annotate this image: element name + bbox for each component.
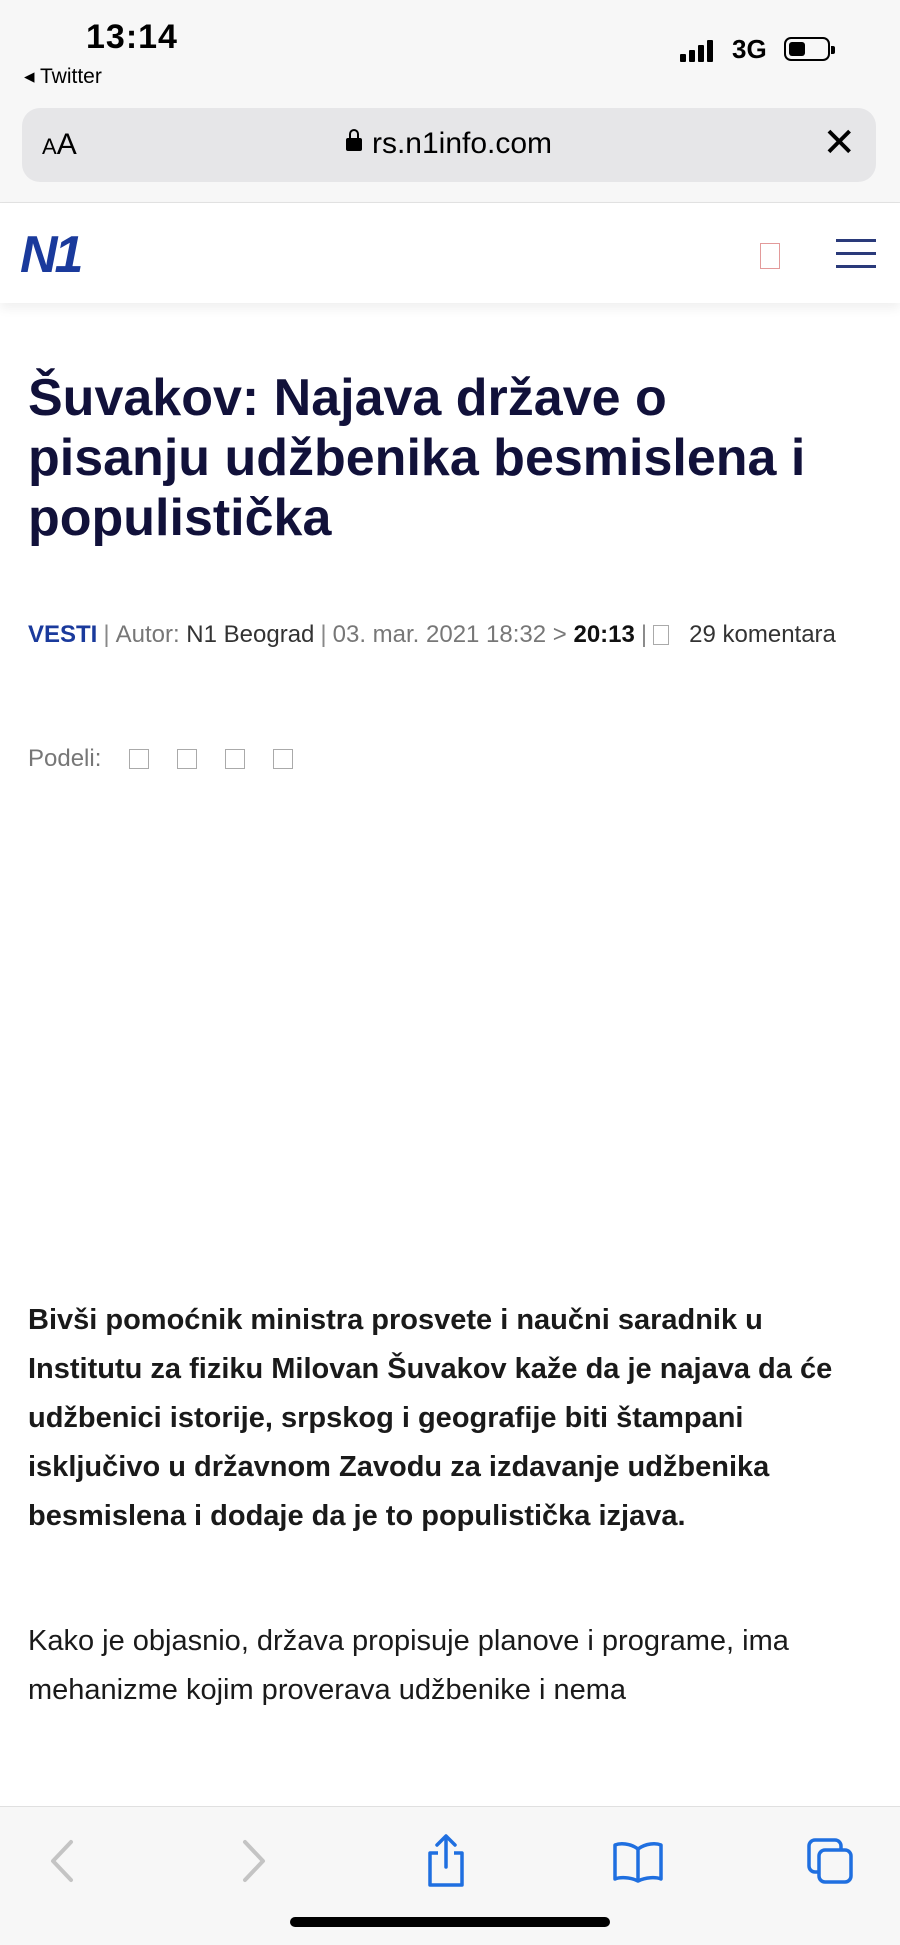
status-time: 13:14 <box>86 18 178 56</box>
article-paragraph: Kako je objasnio, država propisuje planove i programe, ima mehanizme kojim proverava udžbenike i nema <box>28 1625 789 1706</box>
text-size-button[interactable]: AA <box>42 128 77 161</box>
battery-icon <box>784 37 830 61</box>
forward-icon[interactable] <box>224 1831 284 1891</box>
back-to-twitter-link[interactable]: ◂ Twitter <box>24 65 102 88</box>
share-facebook-icon[interactable] <box>129 749 149 769</box>
status-bar <box>0 0 900 100</box>
author-label: Autor: <box>115 621 180 648</box>
bookmarks-icon[interactable] <box>608 1831 668 1891</box>
comments-label[interactable]: komentara <box>722 621 836 648</box>
browser-address-area <box>0 100 900 203</box>
bookmark-icon[interactable] <box>760 243 780 269</box>
network-type: 3G <box>732 34 767 64</box>
menu-icon[interactable] <box>836 239 876 269</box>
home-indicator[interactable] <box>290 1917 610 1927</box>
lock-icon <box>346 138 362 151</box>
url-text: rs.n1info.com <box>371 127 553 160</box>
url-display[interactable] <box>22 127 876 161</box>
signal-icon <box>680 38 713 62</box>
share-label: Podeli: <box>28 745 102 772</box>
n1-logo[interactable]: N1 <box>20 226 81 284</box>
share-viber-icon[interactable] <box>273 749 293 769</box>
article-lead: Bivši pomoćnik ministra prosvete i naučni saradnik u Institutu za fiziku Milovan Šuvakov kaže da je najava da će udžbenici istorije, srpskog i geografije biti štampani isključivo u državnom Zavodu za izdavanje udžbenika besmislena i dodaje da je to populistička izjava. <box>28 1304 833 1532</box>
author-name[interactable]: N1 Beograd <box>186 621 315 648</box>
share-row <box>28 745 293 773</box>
close-icon[interactable]: ✕ <box>822 121 856 165</box>
publish-date: 03. mar. 2021 18:32 > <box>332 621 567 648</box>
share-twitter-icon[interactable] <box>177 749 197 769</box>
category-link[interactable]: VESTI <box>28 621 98 648</box>
share-whatsapp-icon[interactable] <box>225 749 245 769</box>
site-header <box>0 203 900 303</box>
browser-toolbar <box>0 1806 900 1945</box>
address-bar[interactable] <box>22 108 876 182</box>
comments-count[interactable]: 29 <box>689 621 716 648</box>
article-title: Šuvakov: Najava države o pisanju udžbenika besmislena i populistička <box>28 369 806 547</box>
comments-icon <box>653 625 669 645</box>
back-icon[interactable] <box>32 1831 92 1891</box>
tabs-icon[interactable] <box>800 1831 860 1891</box>
article-meta: VESTI | Autor: N1 Beograd | 03. mar. 2021 18:32 > 20:13 | 29 komentara <box>28 621 836 648</box>
updated-time: 20:13 <box>573 621 635 648</box>
share-icon[interactable] <box>416 1831 476 1891</box>
